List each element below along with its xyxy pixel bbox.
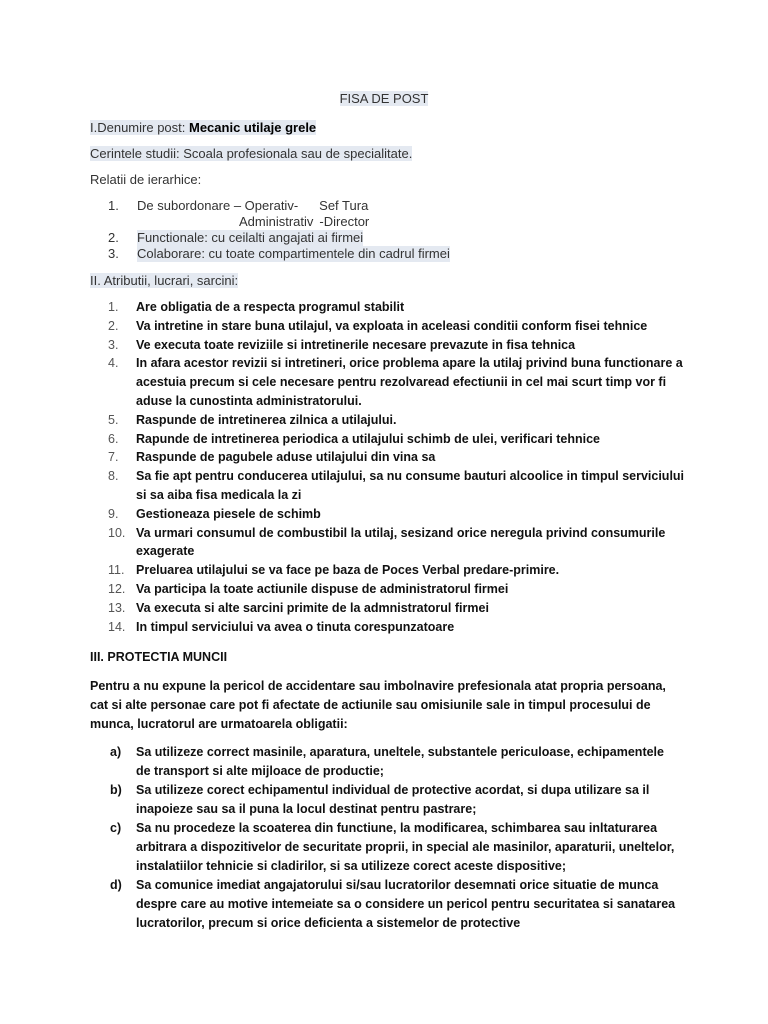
- duty-item: [108, 411, 688, 430]
- duty-number: 3.: [108, 337, 119, 352]
- duty-text: Va intretine in stare buna utilajul, va exploata in aceleasi conditii conform fisei tehnice: [136, 318, 648, 333]
- duty-text: Raspunde de pagubele aduse utilajului din vina sa: [136, 450, 436, 465]
- duty-number: 8.: [108, 469, 119, 484]
- duty-text: Sa fie apt pentru conducerea utilajului, sa nu consume bauturi alcoolice in timpul serviciului si sa aiba fisa medicala la zi: [136, 469, 685, 502]
- duty-item: [108, 580, 688, 599]
- obligation-letter: b): [110, 783, 122, 797]
- duty-item: [108, 505, 688, 524]
- duty-number: 10.: [108, 525, 126, 540]
- duty-item: [108, 298, 688, 317]
- duty-item: [108, 448, 688, 467]
- obligation-letter: a): [110, 745, 122, 759]
- duty-number: 9.: [108, 506, 119, 521]
- duties-heading: II. Atributii, lucrari, sarcini:: [90, 273, 239, 288]
- duty-item: [108, 430, 688, 449]
- list-number: 3.: [108, 246, 119, 261]
- duty-item: [108, 561, 688, 580]
- duty-item: [108, 467, 688, 505]
- duty-text: Are obligatia de a respecta programul stabilit: [136, 300, 405, 314]
- duty-number: 6.: [108, 431, 119, 446]
- duty-text: Va urmari consumul de combustibil la utilaj, sesizand orice neregula privind consumurile exagerate: [136, 525, 666, 559]
- list-number: 1.: [108, 198, 119, 213]
- duties-list: [108, 298, 688, 636]
- duty-text: Preluarea utilajului se va face pe baza de Poces Verbal predare-primire.: [136, 563, 560, 578]
- obligation-text: Sa comunice imediat angajatorului si/sau lucratorilor desemnati orice situatie de munca despre care au motive intemeiate sa o considere un pericol pentru securitatea si sanatarea lucratorilor, precum si orice deficienta a sistemelor de protective: [136, 878, 676, 930]
- duty-number: 14.: [108, 619, 126, 634]
- document-title: FISA DE POST: [339, 91, 429, 106]
- duty-item: [108, 336, 688, 355]
- obligation-item: [110, 876, 680, 933]
- duty-text: Ve executa toate reviziile si intretinerile necesare prevazute in fisa tehnica: [136, 337, 576, 352]
- duty-text: In afara acestor revizii si intretineri, orice problema apare la utilaj privind buna functionare a acestuia precum si cele necesare pentru rezolvaread efectiunii in cel mai scurt timp vor fi aduse la cunostinta administratorului.: [136, 356, 683, 408]
- obligation-item: [110, 781, 680, 819]
- safety-intro: Pentru a nu expune la pericol de accidentare sau imbolnavire prefesionala atat propria persoana, cat si alte personae care pot fi afectate de actiunile sau omisiunile sale in timpul procesului de munca, lucratorul are urmatoarela obligatii:: [90, 679, 666, 731]
- list-number: 2.: [108, 230, 119, 245]
- subordination-text: De subordonare – Operativ-: [137, 198, 299, 213]
- obligation-text: Sa nu procedeze la scoaterea din functiune, la modificarea, schimbarea sau inltaturarea arbitrara a dispozitivelor de securitate proprii, in special ale masinilor, aparaturii, uneltelor, instalatiilor tehnicie si cladirilor, si sa utilizeze corect aceste dispositive;: [136, 821, 675, 873]
- duty-number: 5.: [108, 412, 119, 427]
- job-title-value: Mecanic utilaje grele: [189, 120, 317, 135]
- hierarchy-list: [108, 198, 450, 262]
- safety-heading: III. PROTECTIA MUNCII: [90, 650, 228, 664]
- duty-item: [108, 524, 688, 562]
- obligation-letter: d): [110, 878, 122, 892]
- job-title-label: I.Denumire post:: [90, 120, 189, 135]
- duty-text: Va participa la toate actiunile dispuse de administratorul firmei: [136, 581, 509, 596]
- duty-text: Rapunde de intretinerea periodica a utilajului schimb de ulei, verificari tehnice: [136, 431, 601, 446]
- list-text: Functionale: cu ceilalti angajati ai firmei: [137, 230, 364, 245]
- obligation-letter: c): [110, 821, 122, 835]
- duty-text: Va executa si alte sarcini primite de la admnistratorul firmei: [136, 600, 489, 615]
- duty-text: Gestioneaza piesele de schimb: [136, 506, 321, 521]
- duty-number: 1.: [108, 300, 119, 314]
- obligation-item: [110, 743, 680, 781]
- duty-number: 12.: [108, 581, 126, 596]
- duty-text: In timpul serviciului va avea o tinuta corespunzatoare: [136, 619, 455, 634]
- job-title-line: [90, 120, 316, 135]
- subordination-operative: Sef Tura: [319, 198, 369, 213]
- duty-item: [108, 618, 688, 637]
- duty-text: Raspunde de intretinerea zilnica a utilajului.: [136, 412, 397, 427]
- duty-item: [108, 317, 688, 336]
- hierarchy-heading: Relatii de ierarhice:: [90, 172, 202, 187]
- obligation-item: [110, 819, 680, 876]
- duty-item: [108, 599, 688, 618]
- list-item: [108, 246, 450, 262]
- subordination-director: -Director: [319, 214, 370, 229]
- list-item: [108, 198, 450, 214]
- duty-number: 13.: [108, 600, 126, 615]
- duty-number: 4.: [108, 356, 119, 371]
- list-item: [108, 230, 450, 246]
- education-requirements: Cerintele studii: Scoala profesionala sau de specialitate.: [90, 146, 413, 161]
- list-item-continuation: [108, 214, 450, 230]
- duty-item: [108, 354, 688, 410]
- duty-number: 7.: [108, 450, 119, 465]
- obligation-text: Sa utilizeze correct masinile, aparatura, uneltele, substantele periculoase, echipamentele de transport si alte mijloace de productie;: [136, 745, 664, 778]
- obligation-text: Sa utilizeze corect echipamentul individual de protective acordat, si dupa utilizare sa il inapoieze sau sa il puna la locul destinat pentru pastrare;: [136, 783, 650, 816]
- duty-number: 11.: [108, 563, 125, 578]
- list-text: Colaborare: cu toate compartimentele din cadrul firmei: [137, 246, 450, 261]
- obligations-list: [110, 743, 680, 933]
- subordination-admin: Administrativ: [239, 214, 314, 229]
- duty-number: 2.: [108, 318, 119, 333]
